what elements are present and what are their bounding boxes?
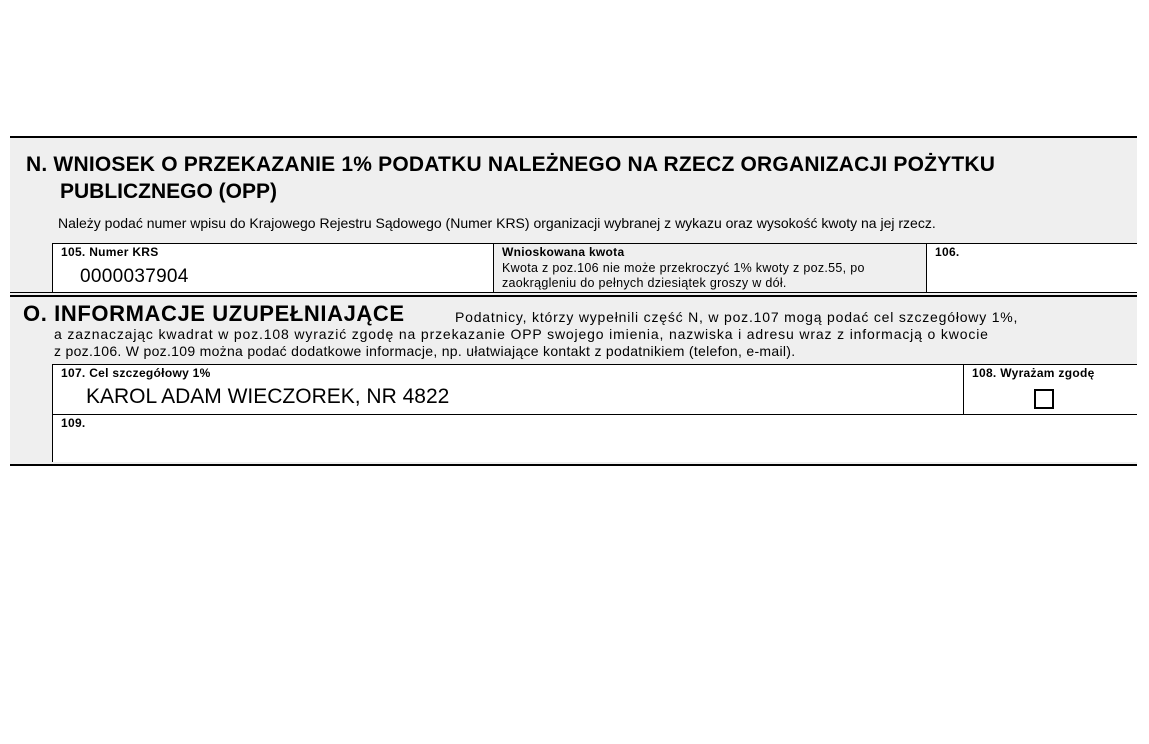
section-o-title: O. INFORMACJE UZUPEŁNIAJĄCE [23,301,405,326]
krs-field[interactable] [52,244,493,293]
section-o-intro-line3: z poz.106. W poz.109 można podać dodatkowe informacje, np. ułatwiające kontakt z podatnikiem (telefon, e-mail). [54,343,796,359]
section-o-fields [52,364,1137,462]
requested-amount-label: Wnioskowana kwota [502,245,625,259]
section-n-fields [52,243,1137,293]
consent-label: 108. Wyrażam zgodę [972,366,1095,380]
section-n-title: N. WNIOSEK O PRZEKAZANIE 1% PODATKU NALEŻNEGO NA RZECZ ORGANIZACJI POŻYTKU [26,153,996,176]
consent-field [963,365,1138,414]
cel-szczegolowy-field[interactable] [53,365,963,414]
field-106-label: 106. [935,245,960,259]
section-n-description: Należy podać numer wpisu do Krajowego Rejestru Sądowego (Numer KRS) organizacji wybranej z wykazu oraz wysokość kwoty na jej rzecz. [58,215,936,231]
row-107-108 [53,365,1137,415]
section-n-title-continued: PUBLICZNEGO (OPP) [60,180,278,203]
amount-field-106[interactable] [926,244,1137,293]
cel-szczegolowy-label: 107. Cel szczegółowy 1% [61,366,211,380]
divider [10,292,1137,293]
cel-szczegolowy-value: KAROL ADAM WIECZOREK, NR 4822 [86,385,450,408]
consent-checkbox[interactable] [1034,389,1054,409]
divider [10,295,1137,297]
section-o-intro-line2: a zaznaczając kwadrat w poz.108 wyrazić zgodę na przekazanie OPP swojego imienia, nazwiska i adresu wraz z informacją o kwocie [54,326,989,342]
additional-info-label: 109. [61,416,86,430]
tax-form-section [10,136,1137,466]
krs-label: 105. Numer KRS [61,245,159,259]
krs-value: 0000037904 [80,266,189,287]
additional-info-field[interactable] [53,415,1137,463]
requested-amount-info [493,244,926,293]
requested-amount-note: Kwota z poz.106 nie może przekroczyć 1% kwoty z poz.55, po zaokrągleniu do pełnych dziesiątek groszy w dół. [502,261,865,290]
section-o-intro: Podatnicy, którzy wypełnili część N, w poz.107 mogą podać cel szczegółowy 1%, [455,309,1019,325]
